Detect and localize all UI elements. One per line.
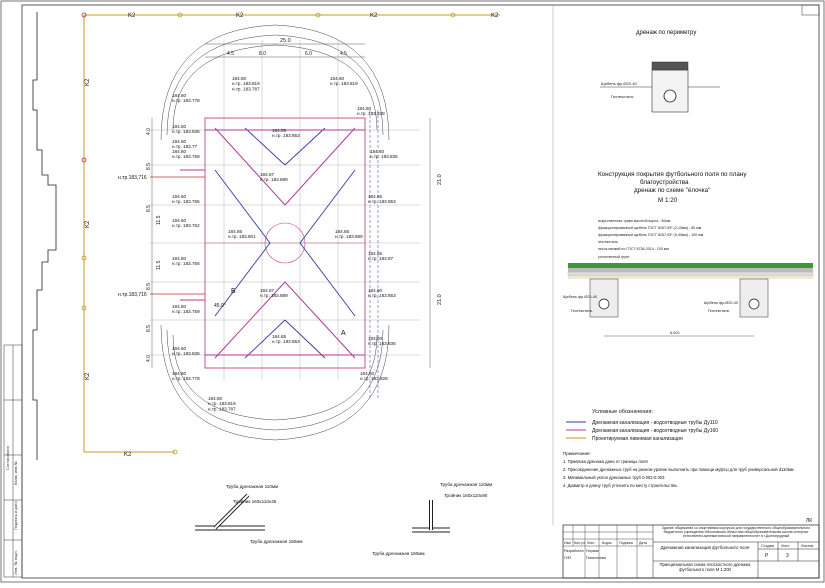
left-dim: 4.0 xyxy=(146,128,152,135)
perim-gravel-label: Щебень фр.Ø20-40 xyxy=(601,81,637,86)
section-geotextile-right: Геотекстиль xyxy=(708,309,730,313)
layer-label: уплотненный грунт xyxy=(598,255,630,259)
inner-elevation xyxy=(368,336,396,346)
k2-label: K2 xyxy=(370,13,378,19)
layer-label: искусственная трава высотой ворса - 50мм xyxy=(598,219,671,223)
label-line: н.тр. 183.759 xyxy=(172,309,200,315)
label-line: 184.65 xyxy=(272,334,287,339)
left-dim: 11.5 xyxy=(156,260,162,270)
inner-elevation xyxy=(172,194,200,204)
detail-left-tee: Тройник 160х110х45 xyxy=(233,499,277,504)
label-line: н.тр. 183.778 xyxy=(172,98,200,104)
left-marker: н.тр.183,716 xyxy=(118,292,147,298)
label-line: 184.67 xyxy=(260,172,275,177)
label-line: н.тр. 183.836 xyxy=(172,129,200,135)
k2-label: K2 xyxy=(236,13,244,19)
label-line: 184.60 xyxy=(172,371,187,376)
corner-elevation xyxy=(172,371,200,381)
inner-elevation xyxy=(172,346,200,356)
tb-header-cell: Лист xyxy=(587,541,595,545)
label-line: н.тр. 183.853 xyxy=(272,133,300,139)
label-line: н.тр. 183.765 xyxy=(172,199,200,205)
tb-stage-value: Р xyxy=(765,553,769,559)
legend-title: Условные обозначения: xyxy=(592,409,653,415)
storm-sewer-lines xyxy=(84,15,500,452)
side-stamp xyxy=(4,345,22,577)
k2-line-labels xyxy=(85,13,499,458)
corner-box xyxy=(802,5,819,15)
top-dim: 25.0 xyxy=(280,38,291,44)
label-line: 184.60 xyxy=(330,76,345,81)
label-line: н.тр. 183.787 xyxy=(232,86,260,92)
notes xyxy=(563,451,794,488)
label-line: 184.60 xyxy=(368,336,383,341)
label-line: н.тр. 183.778 xyxy=(172,376,200,382)
inner-elevation xyxy=(368,194,396,204)
angle-label: 45.0° xyxy=(214,303,226,309)
label-line: 184.60 xyxy=(172,124,187,129)
k2-label: K2 xyxy=(128,13,136,19)
layer-label: фракционированный щебень ГОСТ 8267-93* (2-10мм) - 80 мм xyxy=(598,226,702,230)
construction-section xyxy=(563,170,813,336)
label-line: 184.65 xyxy=(335,229,350,234)
right-dim: 21.0 xyxy=(437,294,443,305)
label-line: 184.60 xyxy=(172,194,187,199)
tb-code: ЛК xyxy=(806,518,813,524)
tb-subject xyxy=(661,545,750,550)
label-line: 184.60 xyxy=(357,106,372,111)
notes-title: Примечание: xyxy=(563,451,591,456)
label-line: 184.60 xyxy=(172,346,187,351)
building-outline xyxy=(33,12,56,460)
tb-header-cell: Кол.уч xyxy=(574,541,585,545)
label-line: н.тр. 183.819 xyxy=(208,401,236,407)
section-bottom-dim: 6.000 xyxy=(670,331,680,335)
label-line: Здание общежития со спортивным корпусом для государственного общеобразовательного xyxy=(661,526,811,530)
corner-elevation xyxy=(172,93,200,103)
label-line: н.тр. 183.889 xyxy=(335,234,363,240)
label-line: 184.65 xyxy=(368,251,383,256)
detail-right-pipe160: Труба дренажная 160мм xyxy=(372,551,425,556)
inner-elevation xyxy=(272,334,300,344)
tb-org xyxy=(662,526,810,538)
left-dim: 8.5 xyxy=(146,163,152,170)
label-line: 184.60 xyxy=(172,93,187,98)
top-sub-dim: 4.5 xyxy=(340,51,347,57)
letter-b: Б xyxy=(231,288,236,295)
label-line: н.тр. 183.801 xyxy=(228,234,256,240)
section-gravel-right: Щебень фр.Ø20-40 xyxy=(704,301,738,305)
tb-stage-value: 3 xyxy=(786,553,789,559)
inner-elevation xyxy=(172,124,200,134)
drain-trench-right xyxy=(740,279,768,317)
note-item: 3. Минимальный уклон дренажных труб 0.002-0.003 xyxy=(563,475,665,480)
label-line: н.тр. 183.765 xyxy=(172,261,200,267)
stamp-replaces: Взам. инв.№ xyxy=(13,461,18,485)
note-item: 2. Присоединение дренажных труб на разном уровне выполнить при помощи муфты для труб универсальной d110мм xyxy=(563,467,794,472)
tb-header-cell: Дата xyxy=(639,541,647,545)
label-line: н.тр. 183.77 xyxy=(172,144,198,150)
tb-stage-header: Стадия xyxy=(761,544,774,548)
label-line: н.тр. 183.819 xyxy=(232,81,260,87)
tb-role: Разработал xyxy=(564,549,584,553)
label-line: 184.60 xyxy=(172,139,187,144)
sand-layer xyxy=(568,276,813,279)
right-dim: 21.0 xyxy=(437,174,443,185)
label-line: Дренажная канализация футбольного поля xyxy=(660,545,750,550)
inner-elevation xyxy=(272,128,300,138)
label-line: 184.65 xyxy=(272,128,287,133)
tee-45-detail xyxy=(195,484,303,544)
label-line: н.тр. 183.819 xyxy=(330,81,358,87)
k2-label: K2 xyxy=(85,220,91,228)
label-line: Принципиальная схема плоскостного дренажа xyxy=(659,562,751,567)
label-line: н.тр. 183.853 xyxy=(368,293,396,299)
top-sub-dim: 4.5 xyxy=(227,51,234,57)
tb-name: Нормак xyxy=(586,549,599,553)
turf-layer xyxy=(568,263,813,268)
construction-scale: М 1:20 xyxy=(658,197,678,204)
tb-drawing xyxy=(659,562,751,572)
corner-elevation xyxy=(208,396,236,411)
label-line: 184.60 xyxy=(172,149,187,154)
label-line: н.тр. 183.759 xyxy=(172,154,200,160)
note-item: 1. Привязка дренажа дана от границы поля xyxy=(563,459,648,464)
tee-90-detail xyxy=(372,482,492,556)
label-line: н.тр. 183.787 xyxy=(208,406,236,412)
perimeter-title: дренаж по периметру xyxy=(636,30,697,36)
legend-item: Дренажная канализация - водоотводные трубы Ду160 xyxy=(592,428,719,434)
label-line: н.тр. 183.836 xyxy=(370,154,398,160)
tb-header-cell: Подпись xyxy=(619,541,634,545)
label-line: н.тр. 183.853 xyxy=(272,339,300,345)
left-dim: 11.5 xyxy=(156,215,162,225)
perim-geotextile-label: Геотекстиль xyxy=(611,94,634,99)
label-line: 184.65 xyxy=(228,229,243,234)
detail-right-tee: Тройник 160х110х90 xyxy=(444,493,488,498)
letter-a: А xyxy=(341,330,346,337)
tb-stage-header: Лист xyxy=(781,544,790,548)
label-line: н.тр. 183.762 xyxy=(172,223,200,229)
inner-elevation xyxy=(172,149,200,159)
left-marker: н.тр.183,716 xyxy=(118,175,147,181)
label-line: н.тр. 183.853 xyxy=(368,199,396,205)
construction-title-1: Конструкция покрытия футбольного поля по плану xyxy=(598,171,747,178)
k2-label: K2 xyxy=(85,372,91,380)
tb-role: ГИП xyxy=(564,556,572,560)
left-dim: 8.5 xyxy=(146,205,152,212)
detail-left-pipe160: Труба дренажная 160мм xyxy=(250,539,303,544)
layer-label: геотекстиль xyxy=(598,240,618,244)
layer-label: фракционированный щебень ГОСТ 8267-93* (5-40мм) - 100 мм xyxy=(598,233,704,237)
label-line: 184.60 xyxy=(172,256,187,261)
construction-title-2: благоустройства xyxy=(640,179,689,186)
section-geotextile-left: Геотекстиль xyxy=(571,309,593,313)
label-line: н.тр. 183.87 xyxy=(368,256,394,262)
tb-name: Писателева xyxy=(586,556,606,560)
tb-header-cell: №док xyxy=(602,541,612,545)
inner-elevation xyxy=(172,139,198,149)
label-line: н.тр. 183.889 xyxy=(260,177,288,183)
stamp-signature: Подпись и дата xyxy=(13,501,18,530)
left-dim: 8.5 xyxy=(146,325,152,332)
inner-elevation xyxy=(172,304,200,314)
inner-elevation xyxy=(260,288,288,298)
elevation-labels xyxy=(118,76,398,411)
layer-label: песок мелкий по ГОСТ 8736-2014 - 100 мм xyxy=(598,247,669,251)
top-sub-dim: 6.0 xyxy=(305,51,312,57)
label-line: 184.60 xyxy=(172,218,187,223)
label-line: н.тр. 183.889 xyxy=(260,293,288,299)
top-sub-dim: 8.0 xyxy=(259,51,266,57)
stamp-inventory: Инв. № подл. xyxy=(13,550,18,575)
label-line: н.тр. 183.836 xyxy=(172,351,200,357)
construction-subtitle: дренаж по схеме "ёлочка" xyxy=(634,187,711,194)
left-dim: 4.0 xyxy=(146,355,152,362)
label-line: н.тр. 183.828 xyxy=(360,376,388,382)
k2-label: K2 xyxy=(124,452,132,458)
stamp-agreed: Согласовано xyxy=(5,445,10,470)
label-line: 184.60 xyxy=(360,371,375,376)
label-line: естественно-математической направленности» в г.Долгопрудный xyxy=(682,534,790,539)
section-gravel-left: Щебень фр.Ø20-40 xyxy=(563,295,597,299)
inner-elevation xyxy=(368,251,394,261)
gravel-layer-2 xyxy=(568,272,813,276)
label-line: 184.60 xyxy=(232,76,247,81)
tb-stage-header: Листов xyxy=(801,544,814,548)
corner-elevation xyxy=(357,106,385,116)
label-line: футбольного поля М 1:200 xyxy=(679,566,731,572)
corner-elevation xyxy=(232,76,260,91)
legend xyxy=(566,409,718,442)
inner-elevation xyxy=(335,229,363,239)
label-line: бюджетного учреждения «Московская областная общеобразовательная школа-интернат xyxy=(663,530,809,535)
corner-elevation xyxy=(330,76,358,86)
k2-label: K2 xyxy=(85,78,91,86)
label-line: н.тр. 183.828 xyxy=(357,111,385,117)
legend-item: Проектируемая ливневая канализация xyxy=(592,436,683,442)
k2-label: K2 xyxy=(491,13,499,19)
gravel-layer-1 xyxy=(568,268,813,272)
label-line: 184.65 xyxy=(368,194,383,199)
note-item: 4. Диаметр и длину труб уточнить по месту строительства. xyxy=(563,483,678,488)
label-line: 184.60 xyxy=(172,304,187,309)
detail-right-pipe110: Труба дренажная 110мм xyxy=(440,482,493,487)
inner-elevation xyxy=(370,149,398,159)
sewer-wells xyxy=(82,13,455,454)
inner-elevation xyxy=(172,256,200,266)
corner-elevation xyxy=(360,371,388,381)
inner-elevation xyxy=(172,218,200,228)
left-dim: 8.5 xyxy=(146,283,152,290)
inner-elevation xyxy=(368,288,396,298)
label-line: 184.67 xyxy=(260,288,275,293)
label-line: 184.60 xyxy=(368,288,383,293)
inner-elevation xyxy=(260,172,288,182)
detail-left-pipe110: Труба дренажная 110мм xyxy=(226,484,279,489)
tb-header-cell: Изм xyxy=(564,541,571,545)
perimeter-drain-section xyxy=(600,30,720,112)
inner-elevation xyxy=(228,229,256,239)
title-block xyxy=(563,518,819,578)
label-line: 184.60 xyxy=(208,396,223,401)
label-line: н.тр. 183.836 xyxy=(368,341,396,347)
label-line: 184.60 xyxy=(370,149,385,154)
legend-item: Дренажная канализация - водоотводные трубы Ду110 xyxy=(592,420,718,426)
